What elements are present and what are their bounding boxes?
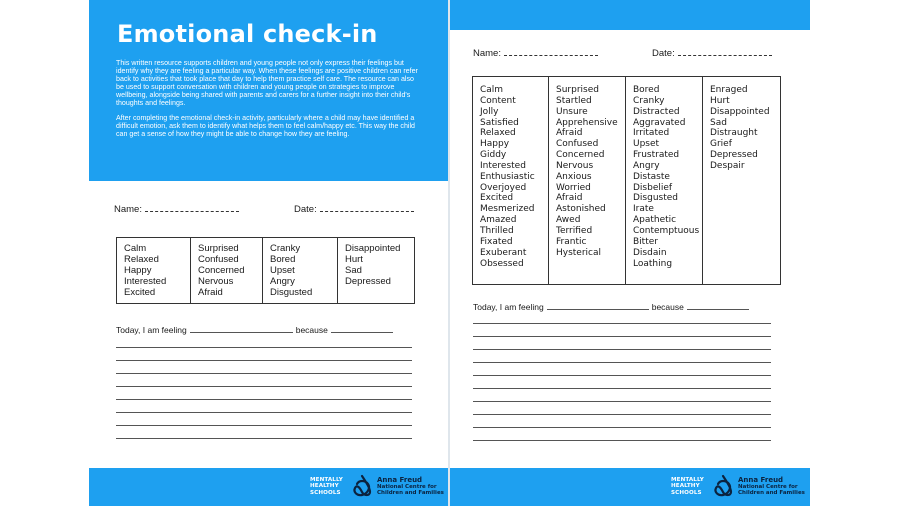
emotion-word[interactable]: Depressed bbox=[345, 276, 391, 287]
emotion-word[interactable]: Surprised bbox=[198, 243, 239, 254]
name-field[interactable] bbox=[114, 203, 239, 215]
emotion-word[interactable]: Worried bbox=[556, 182, 591, 193]
emotion-word[interactable]: Happy bbox=[480, 139, 510, 150]
emotion-word[interactable]: Enraged bbox=[710, 85, 748, 95]
name-label: Name: bbox=[114, 204, 142, 215]
emotion-word[interactable]: Amazed bbox=[480, 215, 517, 226]
writing-line[interactable] bbox=[116, 373, 412, 374]
mentally-healthy-schools-logo bbox=[671, 477, 704, 496]
emotion-word[interactable]: Happy bbox=[124, 265, 152, 276]
emotion-word[interactable]: Loathing bbox=[633, 258, 673, 269]
emotion-word[interactable]: Grief bbox=[710, 139, 732, 150]
emotion-word[interactable]: Depressed bbox=[710, 150, 758, 161]
name-label: Name: bbox=[473, 48, 501, 59]
emotion-word[interactable]: Hurt bbox=[345, 254, 363, 265]
emotion-word[interactable]: Thrilled bbox=[480, 225, 514, 236]
emotion-word[interactable]: Relaxed bbox=[480, 128, 516, 139]
date-field[interactable] bbox=[652, 47, 772, 59]
writing-line[interactable] bbox=[473, 401, 771, 402]
emotion-word[interactable]: Bored bbox=[270, 254, 296, 265]
emotion-word[interactable]: Cranky bbox=[270, 243, 301, 254]
emotion-word[interactable]: Sad bbox=[345, 265, 362, 276]
logo-text: Anna Freud bbox=[377, 476, 423, 484]
emotion-word[interactable]: Cranky bbox=[633, 95, 665, 106]
emotion-word[interactable]: Contemptuous bbox=[633, 225, 700, 236]
date-blank[interactable] bbox=[320, 203, 414, 212]
page-title: Emotional check-in bbox=[117, 20, 378, 48]
emotion-word[interactable]: Anxious bbox=[556, 171, 592, 182]
writing-line[interactable] bbox=[116, 386, 412, 387]
emotion-word[interactable]: Angry bbox=[270, 276, 295, 287]
date-blank[interactable] bbox=[678, 47, 772, 56]
logo-text: Children and Families bbox=[738, 490, 805, 497]
reason-blank[interactable] bbox=[687, 302, 749, 310]
emotion-word[interactable]: Bored bbox=[633, 85, 660, 95]
emotion-word[interactable]: Interested bbox=[480, 160, 526, 171]
anna-freud-knot-icon bbox=[351, 474, 373, 498]
emotion-word[interactable]: Overjoyed bbox=[480, 182, 527, 193]
emotion-column-3 bbox=[626, 77, 703, 285]
emotion-word[interactable]: Despair bbox=[710, 160, 745, 171]
emotion-word[interactable]: Hurt bbox=[710, 95, 730, 106]
emotion-word[interactable]: Afraid bbox=[556, 193, 583, 204]
date-label: Date: bbox=[294, 204, 317, 215]
emotion-column-2 bbox=[549, 77, 626, 285]
emotion-word[interactable]: Giddy bbox=[480, 150, 507, 161]
logo-text: Anna Freud bbox=[738, 476, 784, 484]
footer-bar bbox=[450, 468, 810, 506]
logo-text: National Centre for bbox=[377, 484, 437, 490]
emotion-column-4 bbox=[338, 238, 415, 304]
emotion-word[interactable]: Nervous bbox=[556, 160, 594, 171]
emotion-column-1 bbox=[117, 238, 191, 304]
writing-line[interactable] bbox=[116, 438, 412, 439]
writing-line[interactable] bbox=[473, 440, 771, 441]
emotion-word[interactable]: Aggravated bbox=[633, 117, 686, 128]
anna-freud-knot-icon bbox=[712, 474, 734, 498]
logo-text: National Centre for bbox=[738, 484, 798, 490]
feeling-blank[interactable] bbox=[190, 325, 293, 333]
writing-line[interactable] bbox=[473, 362, 771, 363]
emotion-table bbox=[472, 76, 781, 285]
date-label: Date: bbox=[652, 48, 675, 59]
worksheet-page-1 bbox=[89, 0, 448, 506]
anna-freud-wordmark bbox=[738, 476, 805, 497]
emotion-word[interactable]: Jolly bbox=[480, 106, 499, 117]
emotion-word[interactable]: Calm bbox=[124, 243, 147, 254]
today-label: Today, I am feeling bbox=[473, 302, 544, 312]
emotion-word[interactable]: Unsure bbox=[556, 106, 588, 117]
emotion-word[interactable]: Fixated bbox=[480, 236, 513, 247]
logo-text: Children and Families bbox=[377, 490, 444, 497]
writing-line[interactable] bbox=[116, 425, 412, 426]
intro-paragraph-1: This written resource supports children and young people not only express their feelings but identify why they are feeling a particular way. When these feelings are positive children can refer back to activities that took place that day to help them practice self care. The resource can also be used to support conversation with children and young people on strategies to improve wellbeing, alongside being shared with parents and carers for a further insight into their child's thoughts and feelings. bbox=[116, 59, 418, 108]
emotion-word[interactable]: Confused bbox=[198, 254, 239, 265]
emotion-word[interactable]: Excited bbox=[124, 287, 156, 298]
reason-blank[interactable] bbox=[331, 325, 393, 333]
emotion-word[interactable]: Interested bbox=[124, 276, 167, 287]
emotion-word[interactable]: Enthusiastic bbox=[480, 171, 535, 182]
writing-line[interactable] bbox=[116, 399, 412, 400]
name-field[interactable] bbox=[473, 47, 598, 59]
header-bar bbox=[450, 0, 810, 30]
emotion-word[interactable]: Upset bbox=[633, 139, 660, 150]
name-blank[interactable] bbox=[145, 203, 239, 212]
emotion-word[interactable]: Disappointed bbox=[710, 106, 770, 117]
emotion-word[interactable]: Disgusted bbox=[270, 287, 313, 298]
emotion-word[interactable]: Disgusted bbox=[633, 193, 679, 204]
emotion-word[interactable]: Bitter bbox=[633, 236, 658, 247]
emotion-word[interactable]: Surprised bbox=[556, 85, 599, 95]
emotion-word[interactable]: Satisfied bbox=[480, 117, 519, 128]
emotion-column-3 bbox=[263, 238, 338, 304]
emotion-word[interactable]: Afraid bbox=[556, 128, 583, 139]
emotion-word[interactable]: Hysterical bbox=[556, 247, 602, 258]
emotion-column-1 bbox=[473, 77, 549, 285]
emotion-word[interactable]: Content bbox=[480, 95, 516, 106]
emotion-word[interactable]: Mesmerized bbox=[480, 204, 535, 215]
emotion-word[interactable]: Apathetic bbox=[633, 215, 677, 226]
mentally-healthy-schools-logo bbox=[310, 477, 343, 496]
logo-text: MENTALLY bbox=[671, 477, 704, 483]
emotion-word[interactable]: Frustrated bbox=[633, 150, 680, 161]
writing-line[interactable] bbox=[473, 414, 771, 415]
writing-line[interactable] bbox=[473, 388, 771, 389]
emotion-word[interactable]: Irate bbox=[633, 204, 654, 215]
emotion-word[interactable]: Disappointed bbox=[345, 243, 401, 254]
emotion-word[interactable]: Upset bbox=[270, 265, 295, 276]
emotion-word[interactable]: Obsessed bbox=[480, 258, 524, 269]
logo-text: SCHOOLS bbox=[671, 489, 702, 496]
because-label: because bbox=[651, 302, 684, 312]
writing-line[interactable] bbox=[473, 427, 771, 428]
logo-text: HEALTHY bbox=[671, 483, 700, 490]
emotion-word[interactable]: Relaxed bbox=[124, 254, 159, 265]
emotion-word[interactable]: Astonished bbox=[556, 204, 606, 215]
logo-text: HEALTHY bbox=[310, 483, 339, 490]
emotion-word[interactable]: Afraid bbox=[198, 287, 223, 298]
emotion-word[interactable]: Awed bbox=[556, 215, 581, 226]
emotion-word[interactable]: Frantic bbox=[556, 236, 587, 247]
writing-line[interactable] bbox=[116, 360, 412, 361]
emotion-word[interactable]: Exuberant bbox=[480, 247, 527, 258]
emotion-word[interactable]: Irritated bbox=[633, 128, 670, 139]
emotion-column-2 bbox=[191, 238, 263, 304]
emotion-word[interactable]: Concerned bbox=[556, 150, 605, 161]
anna-freud-wordmark bbox=[377, 476, 444, 497]
emotion-column-4 bbox=[703, 77, 781, 285]
writing-line[interactable] bbox=[116, 412, 412, 413]
emotion-word[interactable]: Excited bbox=[480, 193, 514, 204]
footer-bar bbox=[89, 468, 448, 506]
today-label: Today, I am feeling bbox=[116, 325, 187, 335]
writing-line[interactable] bbox=[473, 349, 771, 350]
emotion-word[interactable]: Distracted bbox=[633, 106, 680, 117]
intro-banner bbox=[89, 0, 448, 181]
emotion-word[interactable]: Calm bbox=[480, 85, 504, 95]
emotion-word[interactable]: Disdain bbox=[633, 247, 667, 258]
emotion-word[interactable]: Nervous bbox=[198, 276, 234, 287]
emotion-word[interactable]: Disbelief bbox=[633, 182, 673, 193]
emotion-word[interactable]: Angry bbox=[633, 160, 660, 171]
emotion-table bbox=[116, 237, 415, 304]
date-field[interactable] bbox=[294, 203, 414, 215]
feeling-sentence bbox=[116, 325, 396, 335]
emotion-word[interactable]: Sad bbox=[710, 117, 727, 128]
intro-paragraph-2: After completing the emotional check-in activity, particularly where a child may have identified a difficult emotion, ask them to identify what helps them to feel calm/happy etc. This way the child can get a sense of how they might be able to change how they are feeling. bbox=[116, 113, 416, 138]
because-label: because bbox=[295, 325, 328, 335]
writing-line[interactable] bbox=[116, 347, 412, 348]
emotion-word[interactable]: Distraught bbox=[710, 128, 758, 139]
writing-line[interactable] bbox=[473, 323, 771, 324]
emotion-word[interactable]: Distaste bbox=[633, 171, 670, 182]
emotion-word[interactable]: Startled bbox=[556, 95, 592, 106]
emotion-word[interactable]: Terrified bbox=[556, 225, 593, 236]
logo-text: SCHOOLS bbox=[310, 489, 341, 496]
feeling-blank[interactable] bbox=[547, 302, 649, 310]
worksheet-page-2 bbox=[450, 0, 810, 506]
emotion-word[interactable]: Confused bbox=[556, 139, 599, 150]
name-blank[interactable] bbox=[504, 47, 598, 56]
intro-text bbox=[116, 59, 422, 144]
emotion-word[interactable]: Concerned bbox=[198, 265, 245, 276]
emotion-word[interactable]: Apprehensive bbox=[556, 117, 618, 128]
writing-line[interactable] bbox=[473, 336, 771, 337]
logo-text: MENTALLY bbox=[310, 477, 343, 483]
feeling-sentence bbox=[473, 302, 752, 312]
writing-line[interactable] bbox=[473, 375, 771, 376]
